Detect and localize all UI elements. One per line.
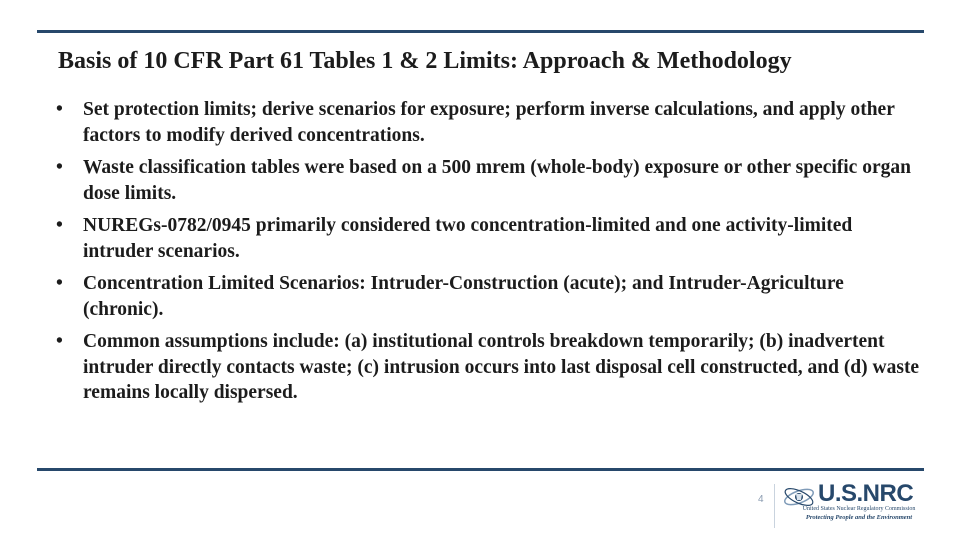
page-number: 4 [758,494,764,505]
bullet-list [56,97,926,413]
bullet-marker: • [56,215,63,236]
top-divider [37,30,924,33]
bullet-text: Set protection limits; derive scenarios for exposure; perform inverse calculations, and apply other factors to modify derived concentrations. [83,99,895,146]
bullet-marker: • [56,99,63,120]
bullet-text: NUREGs-0782/0945 primarily considered two concentration-limited and one activity-limited intruder scenarios. [83,215,853,262]
slide-title: Basis of 10 CFR Part 61 Tables 1 & 2 Limits: Approach & Methodology [58,48,792,74]
nrc-logo [782,480,930,524]
bullet-item [56,97,926,148]
bullet-item [56,155,926,206]
bullet-text: Waste classification tables were based on a 500 mrem (whole-body) exposure or other specific organ dose limits. [83,157,911,204]
logo-subtitle: United States Nuclear Regulatory Commission [802,506,916,512]
bullet-marker: • [56,157,63,178]
bullet-item [56,271,926,322]
bullet-marker: • [56,273,63,294]
bullet-item [56,213,926,264]
bottom-divider [37,468,924,471]
logo-wordmark: U.S.NRC [818,480,914,507]
bullet-marker: • [56,331,63,352]
bullet-text: Common assumptions include: (a) institutional controls breakdown temporarily; (b) inadvertent intruder directly contacts waste; (c) intrusion occurs into last disposal cell constructed, and (d) waste remains locally dispersed. [83,331,920,403]
bullet-item [56,329,926,406]
logo-tagline: Protecting People and the Environment [805,514,913,521]
footer-separator [774,484,775,528]
bullet-text: Concentration Limited Scenarios: Intruder-Construction (acute); and Intruder-Agriculture (chronic). [83,273,844,320]
